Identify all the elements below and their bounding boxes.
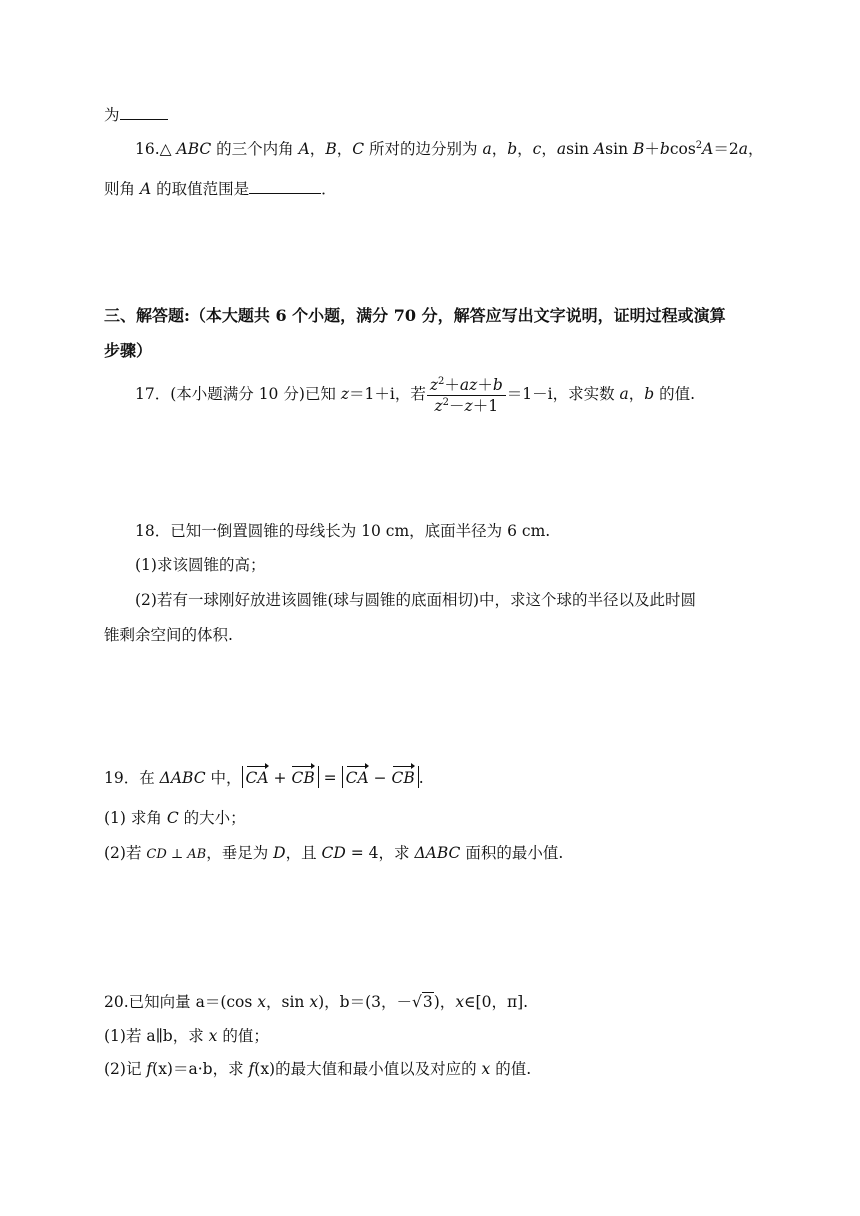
q18-part-2-cont: 锥剩余空间的体积. xyxy=(104,626,233,644)
q18-part-2: (2)若有一球刚好放进该圆锥(球与圆锥的底面相切)中，求这个球的半径以及此时圆 xyxy=(135,591,697,609)
q16-line-2: 则角 A 的取值范围是 ． xyxy=(104,180,337,198)
q18-line-1: 18．已知一倒置圆锥的母线长为 10 cm，底面半径为 6 cm. xyxy=(135,522,551,540)
section-3-heading-cont: 步骤） xyxy=(104,341,153,360)
answer-blank xyxy=(120,105,168,120)
q20-part-1: (1)若 a∥b，求 x 的值； xyxy=(104,1027,269,1045)
abs-value-diff: CA − CB xyxy=(342,766,419,788)
q17-line: 17．(本小题满分 10 分)已知 z＝1＋i，若 $\frac{z^2+az+b}{z^2-z+1}$ ＝1－i，求实数 a，b 的值. xyxy=(135,375,696,415)
fraction-numerator: $z^2+az+b$ xyxy=(427,376,506,396)
q20-part-2: (2)记 f(x)＝a·b，求 f(x)的最大值和最小值以及对应的 x 的值. xyxy=(104,1060,532,1078)
q17-fraction xyxy=(427,376,506,415)
q18-part-1: (1)求该圆锥的高； xyxy=(135,556,266,574)
abs-value-sum: CA + CB xyxy=(242,766,319,788)
section-3-heading: 三、解答题:（本大题共 6 个小题，满分 70 分，解答应写出文字说明，证明过程或演算 xyxy=(104,306,726,325)
answer-blank xyxy=(249,179,321,194)
q15-tail-line: 为 xyxy=(104,104,168,126)
fraction-denominator: $z^2-z+1$ xyxy=(434,396,499,415)
q19-part-1: (1) 求角 C 的大小； xyxy=(104,809,246,827)
q16-line-1: 16.△ ABC 的三个内角 A，B，C 所对的边分别为 a，b，c，asin Asin B＋bcos$^2$A＝2a， xyxy=(135,140,764,158)
q19-line-1: 19．在 ΔABC 中， CA + CB = CA − CB . xyxy=(104,766,424,789)
q19-part-2: (2)若 CD ⊥ AB，垂足为 D，且 CD = 4，求 ΔABC 面积的最小值. xyxy=(104,844,564,862)
q20-line-1: 20.已知向量 a＝(cos x，sin x)，b＝(3，－√3)，x∈[0，π]. xyxy=(104,993,529,1011)
sqrt-sign: √ xyxy=(411,993,422,1011)
